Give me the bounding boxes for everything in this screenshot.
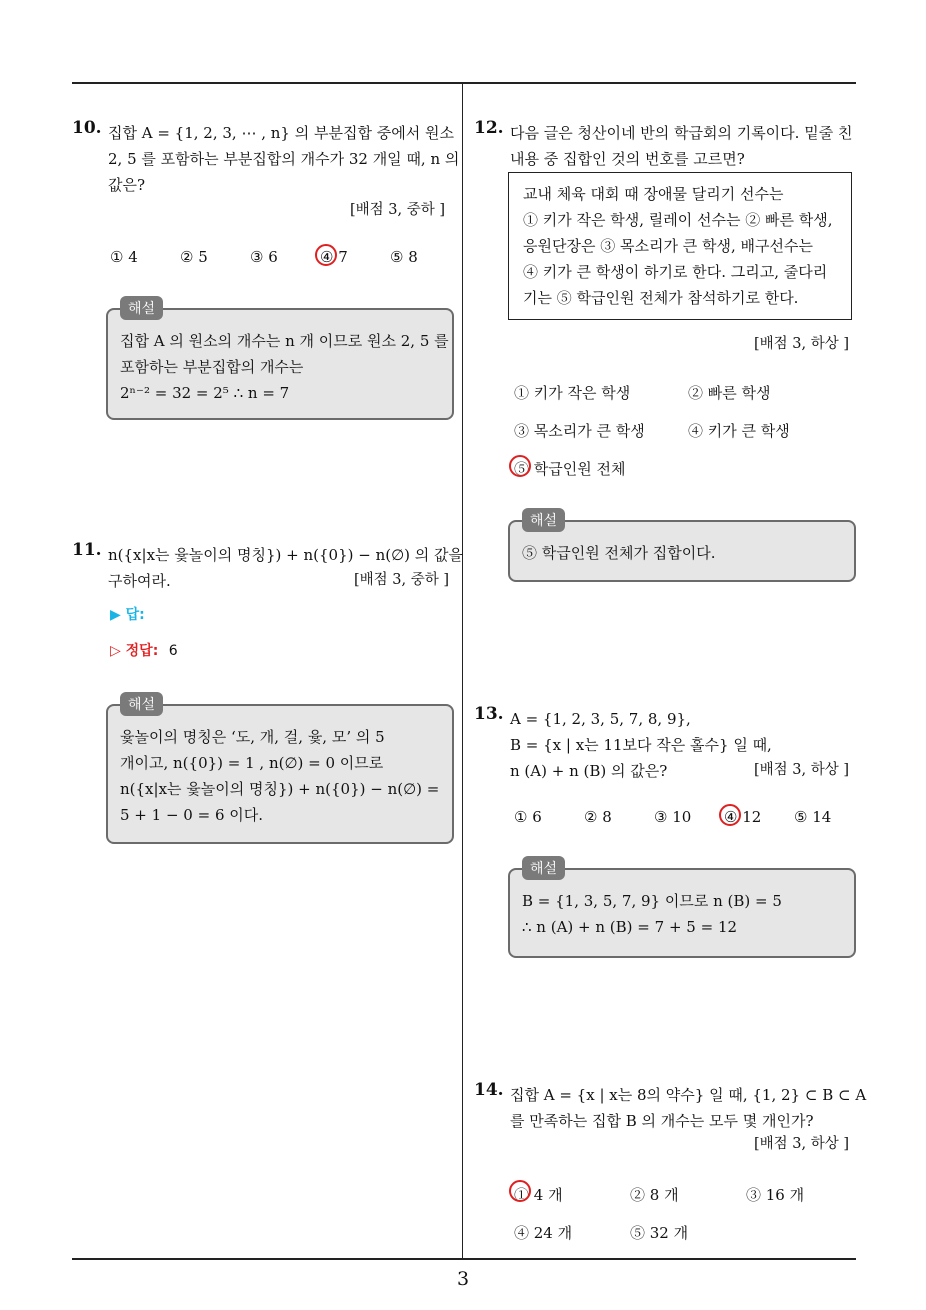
answer-circle-mark: [315, 244, 337, 266]
solution-tag: 해설: [120, 692, 163, 716]
solution-box: [106, 697, 454, 844]
bottom-rule: [72, 1258, 856, 1260]
solution-tag: 해설: [120, 296, 163, 320]
score-label: [배점 3, 하상 ]: [754, 1136, 850, 1152]
question-12: [474, 118, 859, 588]
solution-tag: 해설: [522, 856, 565, 880]
question-text: 다음 글은 청산이네 반의 학급회의 기록이다. 밑줄 친 내용 중 집합인 것의 번호를 고르면?: [510, 124, 853, 168]
choice-5[interactable]: ⑤ 학급인원 전체: [514, 460, 626, 478]
solution-text: 윷놀이의 명칭은 ‘도, 개, 걸, 윷, 모’ 의 5 개이고, n({0}) = 1 , n(∅) = 0 이므로 n({x|x는 윷놀이의 명칭}) + n({0}) − n(∅) = 5 + 1 − 0 = 6 이다.: [120, 728, 440, 824]
question-text: 집합 A = {x | x는 8의 약수} 일 때, {1, 2} ⊂ B ⊂ A 를 만족하는 집합 B 의 개수는 모두 몇 개인가?: [510, 1086, 867, 1130]
question-text: n({x|x는 윷놀이의 명칭}) + n({0}) − n(∅) 의 값을 구하여라.: [108, 546, 464, 590]
question-text: 집합 A = {1, 2, 3, ⋯ , n} 의 부분집합 중에서 원소 2, 5 를 포함하는 부분집합의 개수가 32 개일 때, n 의 값은?: [108, 124, 460, 194]
meeting-record-box: [508, 172, 852, 320]
choice-2[interactable]: ② 빠른 학생: [688, 384, 771, 402]
correct-answer-row: [110, 640, 178, 660]
choice-5[interactable]: ⑤ 8: [390, 248, 418, 266]
correct-answer-label: ▷ 정답:: [110, 643, 159, 659]
question-number: 10.: [72, 118, 102, 138]
question-11: [72, 540, 464, 850]
correct-answer-value: 6: [168, 643, 178, 659]
score-label: [배점 3, 중하 ]: [354, 572, 450, 588]
solution-text: ⑤ 학급인원 전체가 집합이다.: [522, 544, 716, 562]
question-number: 14.: [474, 1080, 504, 1100]
choice-1[interactable]: ① 키가 작은 학생: [514, 384, 631, 402]
choice-1[interactable]: ① 4: [110, 248, 138, 266]
choice-4[interactable]: ④ 7: [320, 248, 348, 266]
answer-circle-mark: [509, 1180, 531, 1202]
score-label: [배점 3, 하상 ]: [754, 762, 850, 778]
question-number: 12.: [474, 118, 504, 138]
choice-2[interactable]: ② 8: [584, 808, 612, 826]
solution-box: [508, 861, 856, 958]
question-10: [72, 118, 460, 428]
question-text: A = {1, 2, 3, 5, 7, 8, 9}, B = {x | x는 11보다 작은 홀수} 일 때, n (A) + n (B) 의 값은?: [510, 710, 772, 780]
choice-4[interactable]: ④ 12: [724, 808, 762, 826]
top-rule: [72, 82, 856, 84]
choice-5[interactable]: ⑤ 32 개: [630, 1224, 689, 1242]
choice-5[interactable]: ⑤ 14: [794, 808, 832, 826]
page-number: 3: [456, 1268, 470, 1290]
column-divider: [462, 84, 463, 1258]
solution-text: 집합 A 의 원소의 개수는 n 개 이므로 원소 2, 5 를 포함하는 부분집합의 개수는 2ⁿ⁻² = 32 = 2⁵ ∴ n = 7: [120, 332, 449, 402]
meeting-record-text: 교내 체육 대회 때 장애물 달리기 선수는 ① 키가 작은 학생, 릴레이 선수는 ② 빠른 학생, 응원단장은 ③ 목소리가 큰 학생, 배구선수는 ④ 키가 큰 학생이 하기로 한다. 그리고, 줄다리 기는 ⑤ 학급인원 전체가 참석하기로 한다.: [523, 185, 833, 307]
choice-1[interactable]: ① 4 개: [514, 1186, 563, 1204]
choice-2[interactable]: ② 5: [180, 248, 208, 266]
choice-4[interactable]: ④ 키가 큰 학생: [688, 422, 790, 440]
choice-3[interactable]: ③ 6: [250, 248, 278, 266]
question-14: [474, 1080, 867, 1250]
solution-text: B = {1, 3, 5, 7, 9} 이므로 n (B) = 5 ∴ n (A) + n (B) = 7 + 5 = 12: [522, 892, 782, 936]
choice-3[interactable]: ③ 목소리가 큰 학생: [514, 422, 645, 440]
question-13: [474, 704, 859, 964]
answer-circle-mark: [719, 804, 741, 826]
choice-3[interactable]: ③ 10: [654, 808, 692, 826]
solution-tag: 해설: [522, 508, 565, 532]
answer-input-label[interactable]: ▶ 답:: [110, 607, 145, 623]
solution-box: [508, 513, 856, 582]
solution-box: [106, 301, 454, 420]
choice-3[interactable]: ③ 16 개: [746, 1186, 805, 1204]
choice-2[interactable]: ② 8 개: [630, 1186, 679, 1204]
score-label: [배점 3, 하상 ]: [754, 336, 850, 352]
answer-circle-mark: [509, 455, 531, 477]
score-label: [배점 3, 중하 ]: [350, 202, 446, 218]
choice-4[interactable]: ④ 24 개: [514, 1224, 573, 1242]
question-number: 11.: [72, 540, 102, 560]
choice-1[interactable]: ① 6: [514, 808, 542, 826]
question-number: 13.: [474, 704, 504, 724]
